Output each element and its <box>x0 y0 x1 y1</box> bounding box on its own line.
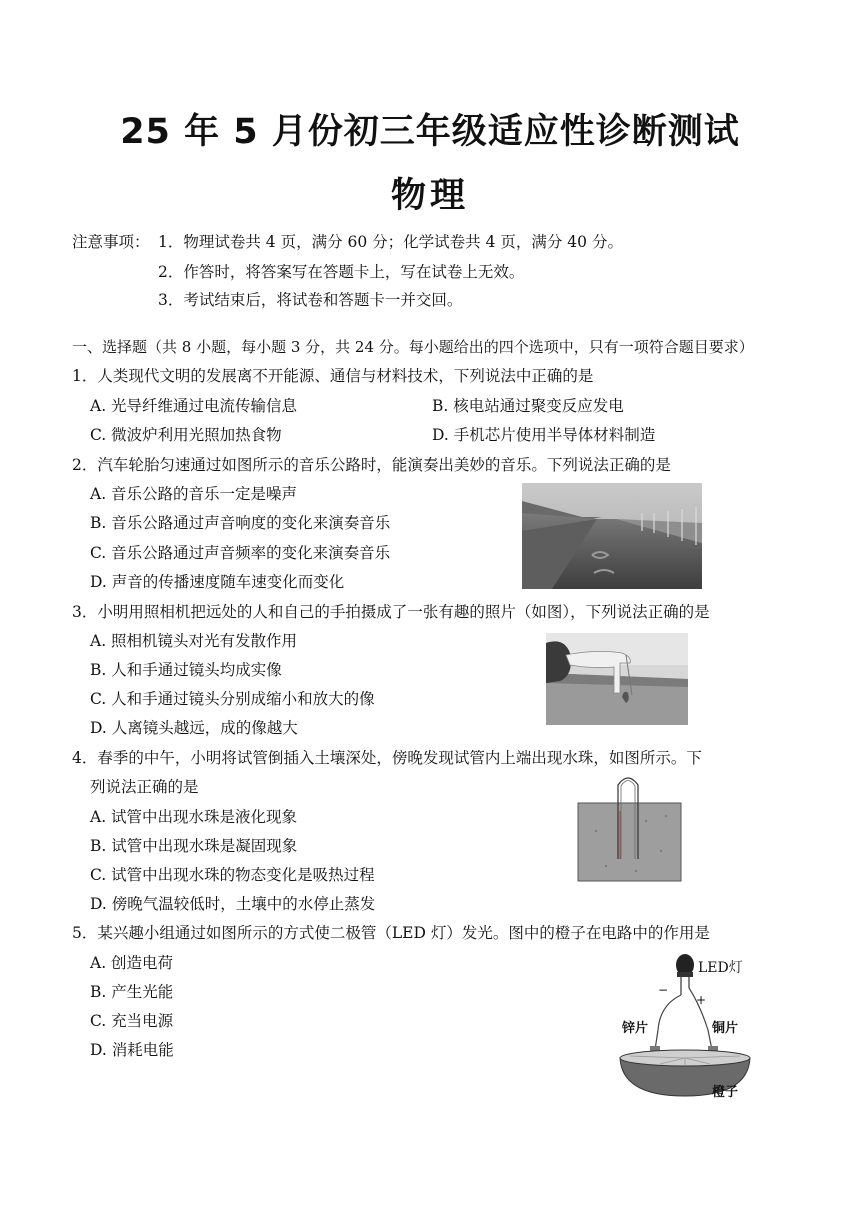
option: C. 微波炉利用光照加热食物 <box>90 426 282 444</box>
option: A. 照相机镜头对光有发散作用 <box>90 632 298 650</box>
option: B. 产生光能 <box>90 983 174 1001</box>
zinc-label: 锌片 <box>622 1021 649 1036</box>
question-stem: 2．汽车轮胎匀速通过如图所示的音乐公路时，能演奏出美妙的音乐。下列说法正确的是 <box>72 456 671 474</box>
question-stem: 4．春季的中午，小明将试管倒插入土壤深处，傍晚发现试管内上端出现水珠，如图所示。下 <box>72 749 702 767</box>
led-label: LED灯 <box>698 960 743 976</box>
note-item: 3．考试结束后，将试卷和答题卡一并交回。 <box>158 291 463 309</box>
option: D. 人离镜头越远，成的像越大 <box>90 719 298 737</box>
option: C. 充当电源 <box>90 1012 174 1030</box>
hand-person-image <box>546 633 688 725</box>
question-stem: 3．小明用照相机把远处的人和自己的手拍摄成了一张有趣的照片（如图），下列说法正确的是 <box>72 603 710 621</box>
orange-label: 橙子 <box>712 1085 739 1100</box>
minus-sign: − <box>658 983 669 997</box>
option: B. 试管中出现水珠是凝固现象 <box>90 837 298 855</box>
question-stem: 5．某兴趣小组通过如图所示的方式使二极管（LED 灯）发光。图中的橙子在电路中的作用是 <box>72 924 710 942</box>
option: C. 音乐公路通过声音频率的变化来演奏音乐 <box>90 544 391 562</box>
hand-photo <box>546 633 688 725</box>
question-stem-continuation: 列说法正确的是 <box>90 778 199 796</box>
subject-title: 物理 <box>390 176 469 216</box>
option: A. 音乐公路的音乐一定是噪声 <box>90 485 298 503</box>
plus-sign: + <box>696 993 707 1007</box>
note-item: 1．物理试卷共 4 页，满分 60 分；化学试卷共 4 页，满分 40 分。 <box>158 233 623 251</box>
option: B. 核电站通过聚变反应发电 <box>432 397 624 415</box>
option: D. 傍晚气温较低时，土壤中的水停止蒸发 <box>90 895 376 913</box>
test-tube-figure <box>576 771 683 883</box>
section-heading: 一、选择题（共 8 小题，每小题 3 分，共 24 分。每小题给出的四个选项中，只有一项符合题目要求） <box>72 338 754 356</box>
orange-battery-figure <box>600 950 790 1100</box>
test-tube-soil-image <box>576 771 683 883</box>
option: C. 试管中出现水珠的物态变化是吸热过程 <box>90 866 375 884</box>
option: C. 人和手通过镜头分别成缩小和放大的像 <box>90 690 375 708</box>
option: A. 试管中出现水珠是液化现象 <box>90 808 298 826</box>
note-item: 2．作答时，将答案写在答题卡上，写在试卷上无效。 <box>158 263 525 281</box>
option: A. 创造电荷 <box>90 954 174 972</box>
music-road-image <box>522 483 702 589</box>
option: A. 光导纤维通过电流传输信息 <box>90 397 298 415</box>
question-stem: 1．人类现代文明的发展离不开能源、通信与材料技术，下列说法中正确的是 <box>72 367 594 385</box>
option: B. 音乐公路通过声音响度的变化来演奏音乐 <box>90 514 391 532</box>
option: D. 声音的传播速度随车速变化而变化 <box>90 573 345 591</box>
exam-title: 25 年 5 月份初三年级适应性诊断测试 <box>120 112 740 152</box>
orange-led-diagram <box>600 950 790 1100</box>
option: D. 消耗电能 <box>90 1041 174 1059</box>
option: B. 人和手通过镜头均成实像 <box>90 661 282 679</box>
option: D. 手机芯片使用半导体材料制造 <box>432 426 656 444</box>
music-road-photo <box>522 483 702 589</box>
copper-label: 铜片 <box>712 1021 739 1036</box>
notes-label: 注意事项： <box>72 233 150 251</box>
